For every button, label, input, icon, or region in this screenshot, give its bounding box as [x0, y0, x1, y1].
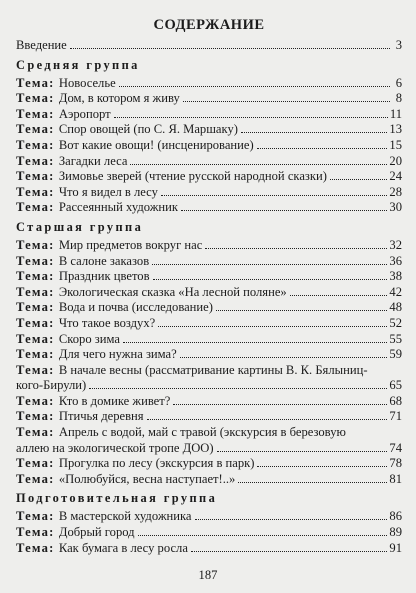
toc-entry	[16, 409, 402, 425]
section-heading: Подготовительная группа	[16, 491, 218, 506]
theme-prefix: Тема	[16, 525, 50, 540]
dot-leader	[173, 404, 387, 405]
toc-entry	[16, 76, 402, 92]
theme-colon: :	[49, 362, 59, 377]
entry-title: Новоселье	[58, 75, 116, 90]
toc-entry	[16, 425, 402, 456]
toc-entry	[16, 525, 402, 541]
entry-page: 24	[389, 169, 402, 184]
entry-title: Что я видел в лесу	[58, 184, 158, 199]
entry-title: Аэропорт	[58, 106, 111, 121]
section-heading: Средняя группа	[16, 57, 140, 72]
theme-prefix: Тема	[16, 509, 50, 524]
theme-prefix: Тема	[16, 425, 50, 440]
theme-colon: :	[49, 153, 59, 168]
entry-page: 71	[389, 409, 402, 424]
entry-page: 3	[395, 38, 402, 52]
dot-leader	[138, 535, 388, 536]
theme-colon: :	[49, 425, 59, 440]
theme-prefix: Тема	[16, 169, 50, 184]
dot-leader	[147, 419, 388, 420]
theme-colon: :	[49, 409, 59, 424]
entry-page: 42	[389, 284, 402, 299]
entry-title: Вот какие овощи! (инсценирование)	[58, 137, 254, 152]
toc-entry	[16, 394, 402, 410]
entry-page: 65	[389, 378, 402, 393]
entry-title: Вода и почва (исследование)	[58, 300, 213, 315]
theme-colon: :	[49, 456, 59, 471]
theme-prefix: Тема	[16, 315, 50, 330]
theme-prefix: Тема	[16, 122, 50, 137]
theme-colon: :	[49, 169, 59, 184]
toc-entry	[16, 122, 402, 138]
toc-entry	[16, 509, 402, 525]
entry-title: Праздник цветов	[58, 269, 150, 284]
theme-colon: :	[49, 300, 59, 315]
toc-entry	[16, 347, 402, 363]
theme-colon: :	[49, 106, 59, 121]
theme-prefix: Тема	[16, 237, 50, 252]
dot-leader	[114, 117, 388, 118]
theme-colon: :	[49, 253, 59, 268]
toc-sections	[16, 57, 402, 557]
theme-colon: :	[49, 91, 59, 106]
theme-prefix: Тема	[16, 284, 50, 299]
dot-leader	[119, 86, 390, 87]
toc-entry	[16, 154, 402, 170]
theme-colon: :	[49, 347, 59, 362]
theme-prefix: Тема	[16, 106, 50, 121]
entry-title: Дом, в котором я живу	[58, 91, 180, 106]
theme-prefix: Тема	[16, 409, 50, 424]
theme-colon: :	[49, 540, 59, 555]
entry-page: 11	[389, 106, 402, 121]
entry-title: В салоне заказов	[58, 253, 150, 268]
theme-prefix: Тема	[16, 471, 50, 486]
theme-colon: :	[49, 284, 59, 299]
theme-colon: :	[49, 237, 59, 252]
entry-page: 38	[389, 269, 402, 284]
dot-leader	[217, 451, 388, 452]
theme-colon: :	[49, 184, 59, 199]
entry-page: 68	[389, 393, 402, 408]
dot-leader	[161, 195, 388, 196]
theme-colon: :	[49, 525, 59, 540]
theme-colon: :	[49, 200, 59, 215]
entry-page: 6	[395, 75, 402, 90]
dot-leader	[290, 295, 388, 296]
entry-page: 81	[389, 471, 402, 486]
dot-leader	[153, 279, 388, 280]
theme-prefix: Тема	[16, 362, 50, 377]
theme-prefix: Тема	[16, 75, 50, 90]
dot-leader	[181, 210, 387, 211]
theme-prefix: Тема	[16, 300, 50, 315]
entry-title: Птичья деревня	[58, 409, 144, 424]
entry-page: 55	[389, 331, 402, 346]
entry-title: Зимовье зверей (чтение русской народной сказки)	[58, 169, 327, 184]
entry-title-continued: аллею на экологической тропе ДОО)	[16, 440, 214, 455]
toc-entry	[16, 541, 402, 557]
entry-title: Скоро зима	[58, 331, 120, 346]
dot-leader	[205, 248, 387, 249]
entry-title: Апрель с водой, май с травой (экскурсия в березовую	[58, 425, 346, 440]
dot-leader	[180, 357, 388, 358]
toc-entry	[16, 300, 402, 316]
theme-prefix: Тема	[16, 456, 50, 471]
entry-title: Как бумага в лесу росла	[58, 540, 188, 555]
theme-prefix: Тема	[16, 184, 50, 199]
entry-page: 91	[389, 540, 402, 555]
theme-prefix: Тема	[16, 331, 50, 346]
entry-title-continued: кого-Бирули)	[16, 378, 87, 393]
theme-prefix: Тема	[16, 153, 50, 168]
toc-entry	[16, 456, 402, 472]
theme-colon: :	[49, 393, 59, 408]
toc-entry	[16, 472, 402, 488]
entry-page: 20	[389, 153, 402, 168]
dot-leader	[216, 310, 387, 311]
entry-page: 32	[389, 237, 402, 252]
theme-prefix: Тема	[16, 393, 50, 408]
section-heading: Старшая группа	[16, 219, 144, 234]
dot-leader	[195, 519, 388, 520]
toc-entry	[16, 316, 402, 332]
theme-prefix: Тема	[16, 137, 50, 152]
entry-title: Спор овощей (по С. Я. Маршаку)	[58, 122, 238, 137]
entry-page: 74	[389, 440, 402, 455]
dot-leader	[191, 551, 387, 552]
dot-leader	[257, 148, 388, 149]
theme-colon: :	[49, 315, 59, 330]
entry-title: Загадки леса	[58, 153, 128, 168]
toc-entry-intro	[16, 38, 402, 54]
entry-label: Введение	[16, 38, 67, 52]
entry-page: 48	[389, 300, 402, 315]
theme-prefix: Тема	[16, 253, 50, 268]
theme-prefix: Тема	[16, 269, 50, 284]
theme-colon: :	[49, 122, 59, 137]
entry-page: 59	[389, 347, 402, 362]
toc-entry	[16, 185, 402, 201]
entry-page: 86	[389, 509, 402, 524]
theme-prefix: Тема	[16, 347, 50, 362]
dot-leader	[158, 326, 387, 327]
entry-title: Мир предметов вокруг нас	[58, 237, 203, 252]
theme-prefix: Тема	[16, 91, 50, 106]
theme-colon: :	[49, 137, 59, 152]
dot-leader	[241, 132, 387, 133]
entry-title: Для чего нужна зима?	[58, 347, 177, 362]
toc-entry	[16, 107, 402, 123]
entry-title: «Полюбуйся, весна наступает!..»	[58, 471, 236, 486]
toc-entry	[16, 254, 402, 270]
entry-title: Кто в домике живет?	[58, 393, 171, 408]
theme-prefix: Тема	[16, 200, 50, 215]
theme-colon: :	[49, 269, 59, 284]
entry-title: В начале весны (рассматривание картины В. К. Бялыниц-	[58, 362, 368, 377]
entry-page: 28	[389, 184, 402, 199]
entry-title: Экологическая сказка «На лесной поляне»	[58, 284, 287, 299]
toc-entry	[16, 238, 402, 254]
dot-leader	[330, 179, 387, 180]
entry-page: 13	[389, 122, 402, 137]
theme-colon: :	[49, 509, 59, 524]
toc-entry	[16, 269, 402, 285]
dot-leader	[130, 164, 387, 165]
toc-entry	[16, 363, 402, 394]
page-number: 187	[198, 568, 218, 582]
entry-page: 15	[389, 137, 402, 152]
toc-entry	[16, 138, 402, 154]
toc-entry	[16, 91, 402, 107]
dot-leader	[238, 482, 387, 483]
entry-page: 36	[389, 253, 402, 268]
dot-leader	[70, 48, 390, 49]
toc-entry	[16, 332, 402, 348]
entry-page: 52	[389, 315, 402, 330]
theme-colon: :	[49, 75, 59, 90]
dot-leader	[89, 388, 387, 389]
toc-entry	[16, 200, 402, 216]
entry-title: Добрый город	[58, 525, 135, 540]
dot-leader	[183, 101, 390, 102]
entry-title: Прогулка по лесу (экскурсия в парк)	[58, 456, 255, 471]
entry-page: 8	[395, 91, 402, 106]
theme-prefix: Тема	[16, 540, 50, 555]
theme-colon: :	[49, 331, 59, 346]
toc-entry	[16, 169, 402, 185]
dot-leader	[152, 264, 387, 265]
toc-entry	[16, 285, 402, 301]
page-title: СОДЕРЖАНИЕ	[153, 17, 265, 33]
entry-title: Что такое воздух?	[58, 315, 156, 330]
entry-title: В мастерской художника	[58, 509, 192, 524]
entry-page: 30	[389, 200, 402, 215]
entry-title: Рассеянный художник	[58, 200, 179, 215]
entry-page: 78	[389, 456, 402, 471]
dot-leader	[257, 466, 387, 467]
entry-page: 89	[389, 525, 402, 540]
theme-colon: :	[49, 471, 59, 486]
dot-leader	[123, 342, 387, 343]
